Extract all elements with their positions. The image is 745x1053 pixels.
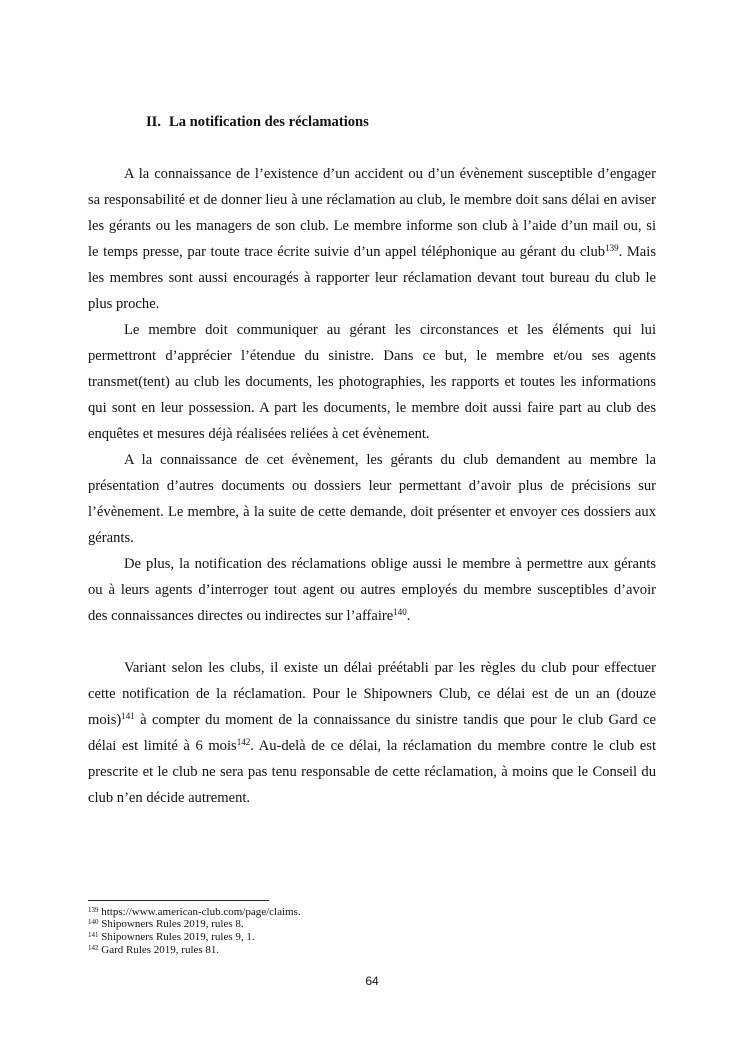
- paragraph-5-line-4: [88, 737, 656, 755]
- paragraph-3-line-2: présentation d’autres documents ou dossiers leur permettant d’avoir plus de précisions sur: [88, 478, 656, 494]
- paragraph-2-line-2: permettront d’apprécier l’étendue du sinistre. Dans ce but, le membre et/ou ses agents: [88, 348, 656, 364]
- paragraph-5-line-4-text: délai est limité à 6 mois: [88, 738, 237, 754]
- paragraph-1-line-4-tail: . Mais: [618, 244, 657, 260]
- paragraph-2-line-5: enquêtes et mesures déjà réalisées reliées à cet évènement.: [88, 426, 430, 442]
- footnote-number: 141: [88, 931, 99, 939]
- paragraph-1-line-5: les membres sont aussi encouragés à rapporter leur réclamation devant tout bureau du club le: [88, 270, 656, 286]
- section-title: La notification des réclamations: [169, 114, 369, 130]
- paragraph-4-line-2: ou à leurs agents d’interroger tout agent ou autres employés du membre susceptibles d’avoir: [88, 582, 656, 598]
- footnote-text: https://www.american-club.com/page/claims.: [98, 906, 301, 918]
- paragraph-1-line-4-text: le temps presse, par toute trace écrite suivie d’un appel téléphonique au gérant du club: [88, 244, 606, 260]
- paragraph-3-line-3: l’évènement. Le membre, à la suite de cette demande, doit présenter et envoyer ces dossiers aux: [88, 504, 656, 520]
- page-number: 64: [365, 974, 379, 988]
- footnote-separator: [88, 900, 269, 901]
- paragraph-5-line-3: [88, 711, 656, 729]
- footnote-number: 140: [88, 918, 99, 926]
- paragraph-5-line-2: cette notification de la réclamation. Pour le Shipowners Club, ce délai est de un an (douze: [88, 686, 656, 702]
- paragraph-1-line-1: A la connaissance de l’existence d’un accident ou d’un évènement susceptible d’engager: [124, 166, 656, 182]
- paragraph-5-line-1: Variant selon les clubs, il existe un délai préétabli par les règles du club pour effectuer: [124, 660, 656, 676]
- paragraph-1-line-6: plus proche.: [88, 296, 160, 312]
- paragraph-5-line-3-tail: à compter du moment de la connaissance du sinistre tandis que pour le club Gard ce: [134, 712, 656, 728]
- footnote-139: [88, 906, 301, 918]
- footnote-text: Shipowners Rules 2019, rules 9, 1.: [98, 931, 255, 943]
- section-number: II.: [146, 114, 162, 130]
- footnote-text: Gard Rules 2019, rules 81.: [98, 944, 220, 956]
- paragraph-3-line-1: A la connaissance de cet évènement, les gérants du club demandent au membre la: [124, 452, 656, 468]
- footnote-text: Shipowners Rules 2019, rules 8.: [98, 918, 244, 930]
- paragraph-1-line-3: les gérants ou les managers de son club. Le membre informe son club à l’aide d’un mail ou, si: [88, 218, 656, 234]
- footnote-ref-139: 139: [605, 243, 619, 253]
- paragraph-3-line-4: gérants.: [88, 530, 134, 546]
- footnote-ref-141: 141: [121, 711, 135, 721]
- paragraph-2-line-4: qui sont en leur possession. A part les documents, le membre doit aussi faire part au club des: [88, 400, 656, 416]
- footnote-ref-142: 142: [236, 737, 251, 747]
- footnote-number: 139: [88, 906, 99, 914]
- section-heading: [146, 114, 369, 131]
- footnote-140: [88, 918, 244, 930]
- paragraph-4-line-3-tail: .: [406, 608, 411, 624]
- paragraph-2-line-3: transmet(tent) au club les documents, les photographies, les rapports et toutes les informations: [88, 374, 656, 390]
- paragraph-5-line-3-text: mois): [88, 712, 122, 728]
- footnote-number: 142: [88, 944, 99, 952]
- paragraph-4-line-1: De plus, la notification des réclamations oblige aussi le membre à permettre aux gérants: [124, 556, 656, 572]
- paragraph-1-line-2: sa responsabilité et de donner lieu à une réclamation au club, le membre doit sans délai en aviser: [88, 192, 656, 208]
- paragraph-2-line-1: Le membre doit communiquer au gérant les circonstances et les éléments qui lui: [124, 322, 656, 338]
- paragraph-4-line-3: [88, 607, 656, 625]
- footnote-141: [88, 931, 255, 943]
- footnote-142: [88, 944, 219, 956]
- paragraph-5-line-4-tail: . Au-delà de ce délai, la réclamation du membre contre le club est: [250, 738, 656, 754]
- footnote-ref-140: 140: [393, 607, 407, 617]
- paragraph-5-line-5: prescrite et le club ne sera pas tenu responsable de cette réclamation, à moins que le Conseil du: [88, 764, 656, 780]
- paragraph-4-line-3-text: des connaissances directes ou indirectes sur l’affaire: [88, 608, 394, 624]
- paragraph-1-line-4: [88, 243, 656, 261]
- paragraph-5-line-6: club n’en décide autrement.: [88, 790, 251, 806]
